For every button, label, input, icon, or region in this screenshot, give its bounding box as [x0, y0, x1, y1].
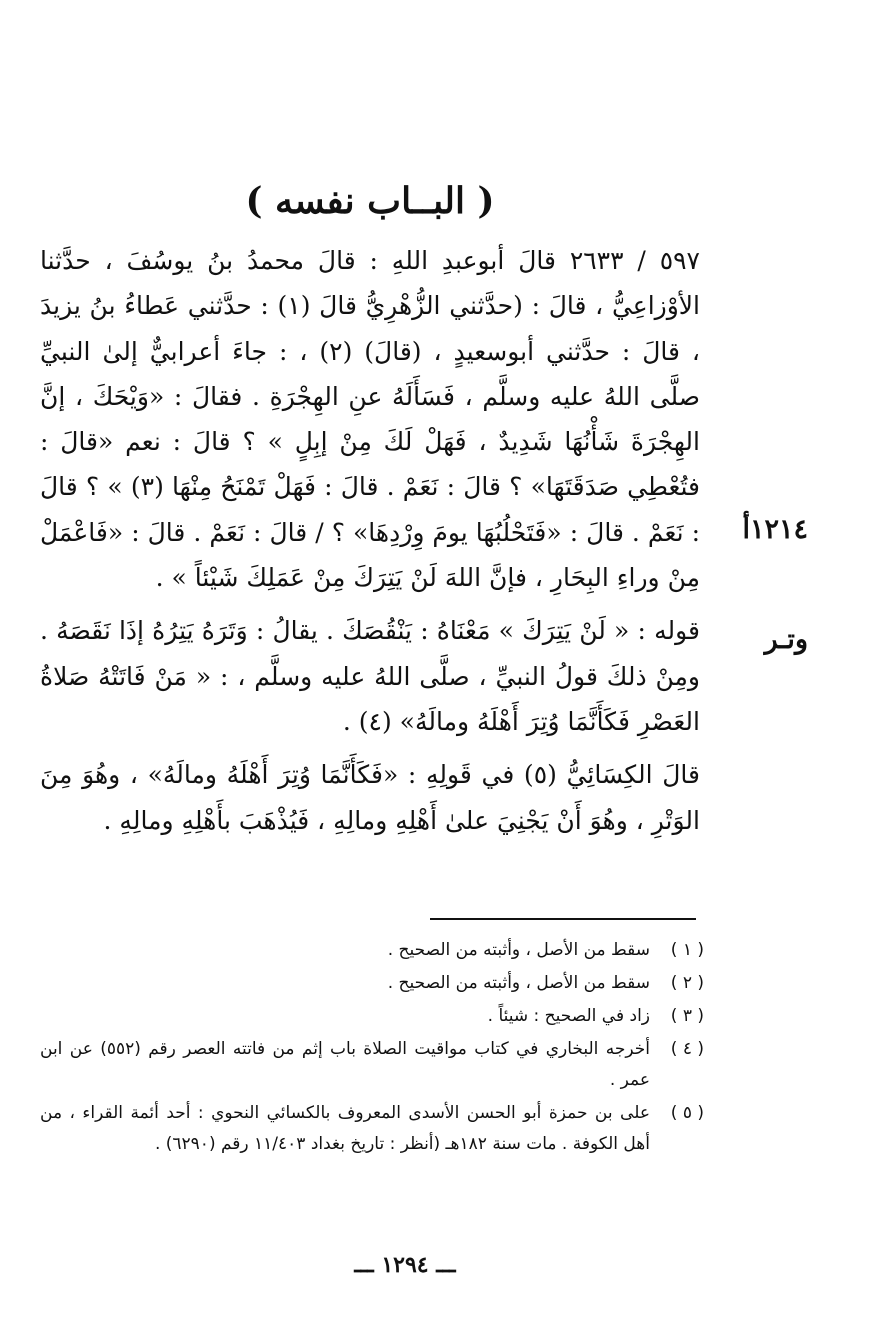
hadith-paragraph: ٥٩٧ / ٢٦٣٣ قالَ أبوعبدِ اللهِ : قالَ محمدُ بنُ يوسُفَ ، حدَّثنا الأوْزاعِيُّ ، قالَ : (حدَّثني الزُّهْرِيُّ قالَ (١) : حدَّثني عَطاءُ بنُ يزيدَ ، قالَ : حدَّثني أبوسعيدٍ ، (قالَ) (٢) ، : جاءَ أعرابيٌّ إلىٰ النبيِّ صلَّى اللهُ عليه وسلَّم ، فَسَأَلَهُ عنِ الهِجْرَةِ . فقالَ : «وَيْحَكَ ، إنَّ الهِجْرَةَ شَأْنُهَا شَدِيدٌ ، فَهَلْ لَكَ مِنْ إبِلٍ » ؟ قالَ : نعم «قالَ : فتُعْطِي صَدَقَتَهَا» ؟ قالَ : نَعَمْ . قالَ : فَهَلْ تَمْنَحُ مِنْهَا (٣) » ؟ قالَ : نَعَمْ . قالَ : «فَتَحْلُبُهَا يومَ وِرْدِهَا» ؟ / قالَ : نَعَمْ . قالَ : «فَاعْمَلْ مِنْ وراءِ البِحَارِ ، فإنَّ اللهَ لَنْ يَتِرَكَ مِنْ عَمَلِكَ شَيْئاً » .	[40, 246, 701, 593]
footnote-text: أخرجه البخاري في كتاب مواقيت الصلاة باب إثم من فاتته العصر رقم (٥٥٢) عن ابن عمر .	[40, 1039, 651, 1090]
chapter-heading: ( البــاب نفسه )	[245, 180, 495, 222]
main-text	[40, 238, 700, 843]
footnote-text: سقط من الأصل ، وأثبته من الصحيح .	[387, 940, 650, 960]
hadith-reference-number: ١٢١٤أ	[742, 514, 808, 545]
footnote-divider	[430, 918, 696, 920]
footnote-1	[40, 935, 704, 966]
footnote-mark: ( ١ )	[670, 940, 704, 960]
footnote-mark: ( ٣ )	[670, 1006, 704, 1026]
footnote-text: سقط من الأصل ، وأثبته من الصحيح .	[387, 973, 650, 993]
footnote-5	[40, 1098, 704, 1160]
commentary-paragraph: قوله : « لَنْ يَتِرَكَ » مَعْنَاهُ : يَنْقُصَكَ . يقالُ : وَتَرَهُ يَتِرُهُ إذَا نَقَصَهُ . ومِنْ ذلكَ قولُ النبيِّ ، صلَّى اللهُ عليه وسلَّم ، : « مَنْ فَاتَتْهُ صَلاةُ العَصْرِ فَكَأَنَّمَا وُتِرَ أَهْلَهُ ومالَهُ» (٤) .	[40, 616, 700, 736]
root-word-marker: وتـر	[764, 624, 808, 655]
kisai-paragraph: قالَ الكِسَائِيُّ (٥) في قَولِهِ : «فَكَأَنَّمَا وُتِرَ أَهْلَهُ ومالَهُ» ، وهُوَ مِنَ الوَتْرِ ، وهُوَ أَنْ يَجْنِيَ علىٰ أَهْلِهِ ومالِهِ ، فَيُذْهَبَ بأَهْلِهِ ومالِهِ .	[40, 760, 700, 835]
footnotes	[40, 935, 704, 1162]
footnote-mark: ( ٤ )	[670, 1039, 704, 1059]
footnote-2	[40, 968, 704, 999]
footnote-text: على بن حمزة أبو الحسن الأسدى المعروف بالكسائي النحوي : أحد أئمة القراء ، من أهل الكوفة . مات سنة ١٨٢هـ (أنظر : تاريخ بغداد ١١/٤٠٣ رقم (٦٢٩٠) .	[40, 1103, 650, 1154]
footnote-3	[40, 1001, 704, 1032]
footnote-mark: ( ٢ )	[670, 973, 704, 993]
footnote-4	[40, 1034, 704, 1096]
footnote-text: زاد في الصحيح : شيئاً .	[487, 1006, 650, 1026]
footnote-mark: ( ٥ )	[670, 1103, 704, 1123]
page-number: ـــ ١٢٩٤ ـــ	[354, 1252, 456, 1278]
